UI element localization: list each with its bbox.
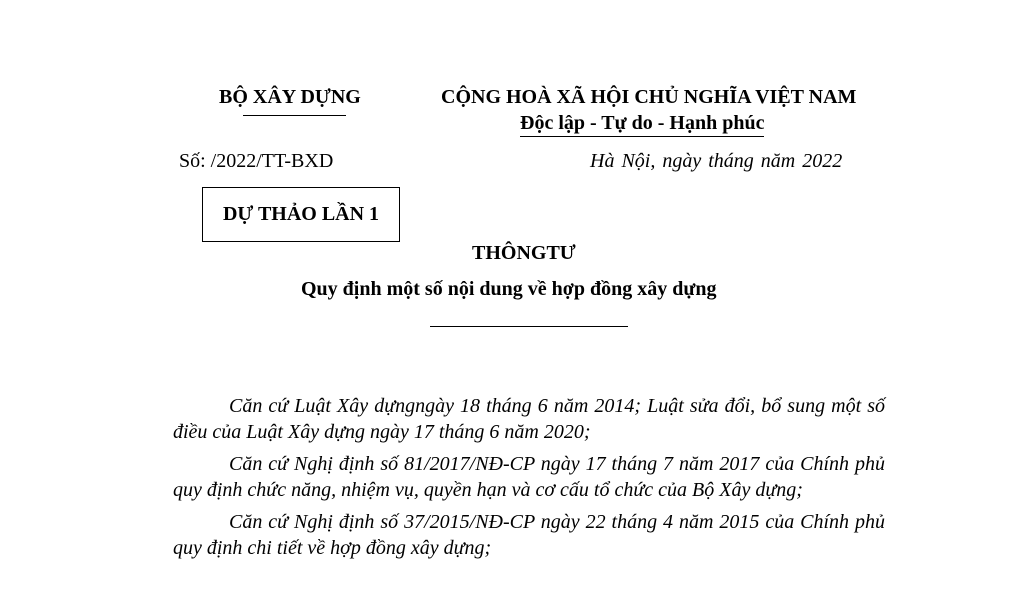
draft-label-box [202, 187, 400, 242]
document-type-title: THÔNGTƯ [472, 242, 576, 264]
preamble [173, 393, 885, 567]
draft-label: DỰ THẢO LẦN 1 [222, 203, 380, 225]
republic-name: CỘNG HOÀ XÃ HỘI CHỦ NGHĨA VIỆT NAM [441, 86, 857, 108]
document-subject: Quy định một số nội dung về hợp đồng xây dựng [301, 278, 717, 300]
national-motto: Độc lập - Tự do - Hạnh phúc [520, 111, 764, 137]
document-number: Số: /2022/TT-BXD [179, 150, 334, 172]
preamble-paragraph: Căn cứ Nghị định số 37/2015/NĐ-CP ngày 22 tháng 4 năm 2015 của Chính phủ quy định chi tiết về hợp đồng xây dựng; [173, 511, 885, 559]
preamble-paragraph: Căn cứ Nghị định số 81/2017/NĐ-CP ngày 17 tháng 7 năm 2017 của Chính phủ quy định chức năng, nhiệm vụ, quyền hạn và cơ cấu tổ chức của Bộ Xây dựng; [173, 453, 885, 501]
subject-underline [430, 326, 628, 327]
ministry-underline [243, 115, 346, 116]
ministry-name: BỘ XÂY DỰNG [219, 86, 361, 108]
preamble-paragraph: Căn cứ Luật Xây dựngngày 18 tháng 6 năm 2014; Luật sửa đổi, bổ sung một số điều của Luật Xây dựng ngày 17 tháng 6 năm 2020; [173, 395, 885, 443]
place-date: Hà Nội, ngày tháng năm 2022 [590, 150, 843, 172]
